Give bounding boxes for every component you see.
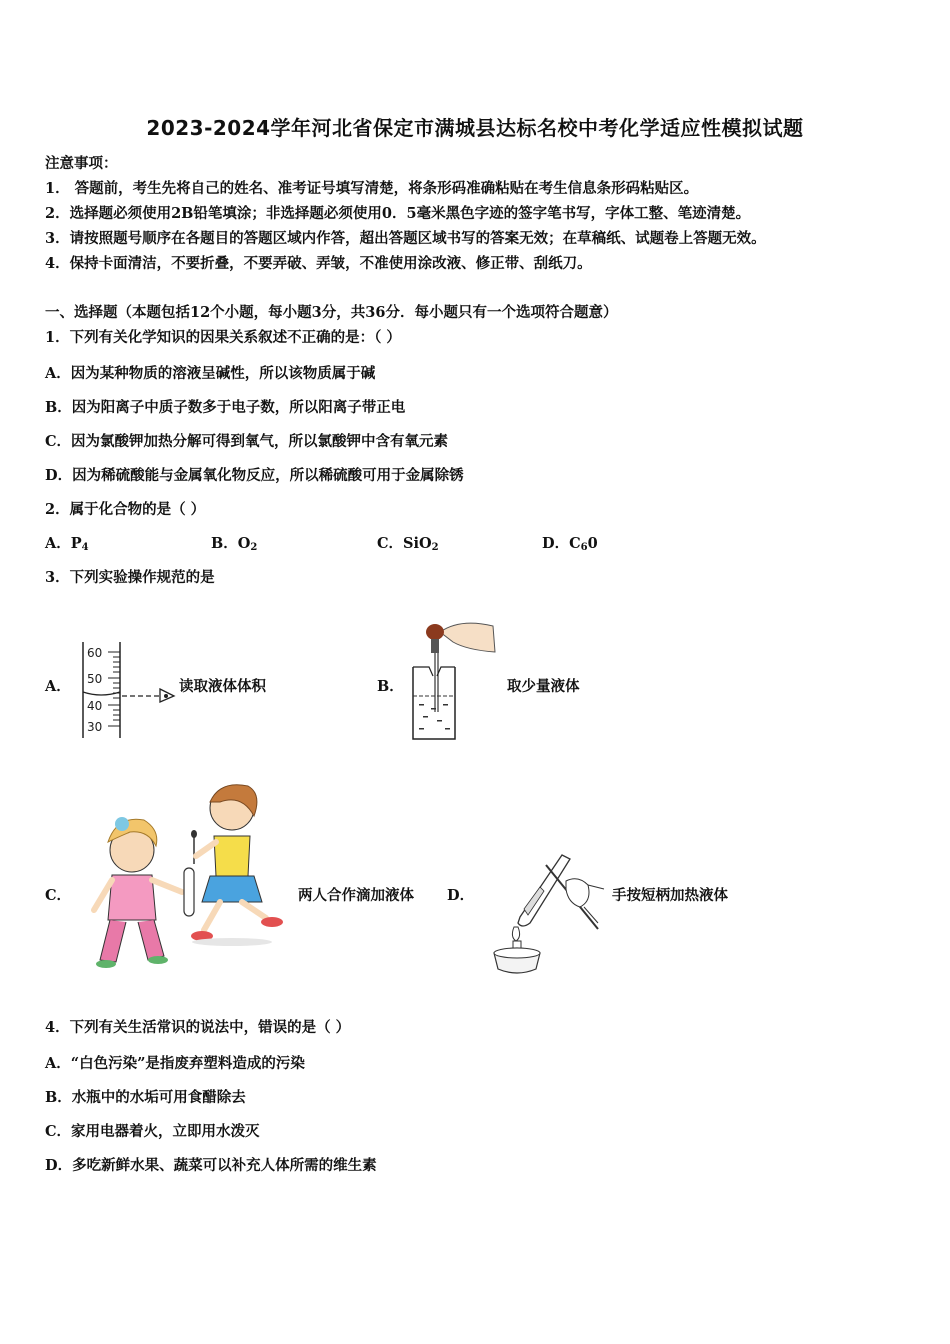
q4-option-a: A．“白色污染”是指废弃塑料造成的污染 [45,1055,305,1072]
q1-option-c: C．因为氯酸钾加热分解可得到氧气，所以氯酸钾中含有氧元素 [45,433,449,450]
section-heading: 一、选择题（本题包括12个小题，每小题3分，共36分．每小题只有一个选项符合题意） [45,304,618,321]
q4-option-b: B．水瓶中的水垢可用食醋除去 [45,1089,246,1106]
q1-option-a: A．因为某种物质的溶液呈碱性，所以该物质属于碱 [45,365,376,382]
notice-item-1: 1． 答题前，考生先将自己的姓名、准考证号填写清楚，将条形码准确粘贴在考生信息条形码粘贴区。 [45,180,699,197]
q3-option-b-caption: 取少量液体 [507,678,580,695]
page-title: 2023-2024学年河北省保定市满城县达标名校中考化学适应性模拟试题 [146,116,804,140]
q3-option-c-label: C． [45,887,72,904]
dropper-bottle-figure [405,612,500,742]
q4-stem: 4．下列有关生活常识的说法中，错误的是（ ） [45,1019,351,1036]
q2-option-d: D．$C_60$ [542,535,598,553]
cylinder-tick-30: 30 [87,720,103,734]
q3-stem: 3．下列实验操作规范的是 [45,569,215,586]
notice-heading: 注意事项： [45,155,118,172]
q3-option-d-label: D． [447,887,475,904]
q1-option-b: B．因为阳离子中质子数多于电子数，所以阳离子带正电 [45,399,406,416]
q2-option-c: C．SiO$_2$ [377,535,439,553]
notice-item-2: 2．选择题必须使用2B铅笔填涂；非选择题必须使用0．5毫米黑色字迹的签字笔书写，字体工整、笔迹清楚。 [45,205,751,222]
notice-item-3: 3．请按照题号顺序在各题目的答题区域内作答，超出答题区域书写的答案无效；在草稿纸、试题卷上答题无效。 [45,230,766,247]
q4-option-d: D．多吃新鲜水果、蔬菜可以补充人体所需的维生素 [45,1157,377,1174]
two-children-dropper-figure [82,780,292,975]
cylinder-tick-60: 60 [87,646,103,660]
q3-option-d-caption: 手按短柄加热液体 [612,887,728,904]
q2-option-a: A．$P_4$ [45,535,89,553]
q3-option-a-caption: 读取液体体积 [179,678,266,695]
cylinder-tick-50: 50 [87,672,103,686]
q3-option-c-caption: 两人合作滴加液体 [298,887,414,904]
cylinder-tick-40: 40 [87,699,103,713]
heating-test-tube-figure [480,845,605,980]
q1-option-d: D．因为稀硫酸能与金属氧化物反应，所以稀硫酸可用于金属除锈 [45,467,464,484]
q3-option-b-label: B． [377,678,404,695]
graduated-cylinder-figure [78,640,178,740]
q3-option-a-label: A． [45,678,71,695]
q2-stem: 2．属于化合物的是（ ） [45,501,206,518]
q1-stem: 1．下列有关化学知识的因果关系叙述不正确的是：（ ） [45,329,401,346]
notice-item-4: 4．保持卡面清洁，不要折叠，不要弄破、弄皱，不准使用涂改液、修正带、刮纸刀。 [45,255,592,272]
q4-option-c: C．家用电器着火，立即用水泼灭 [45,1123,260,1140]
q2-option-b: B．$O_2$ [211,535,258,553]
